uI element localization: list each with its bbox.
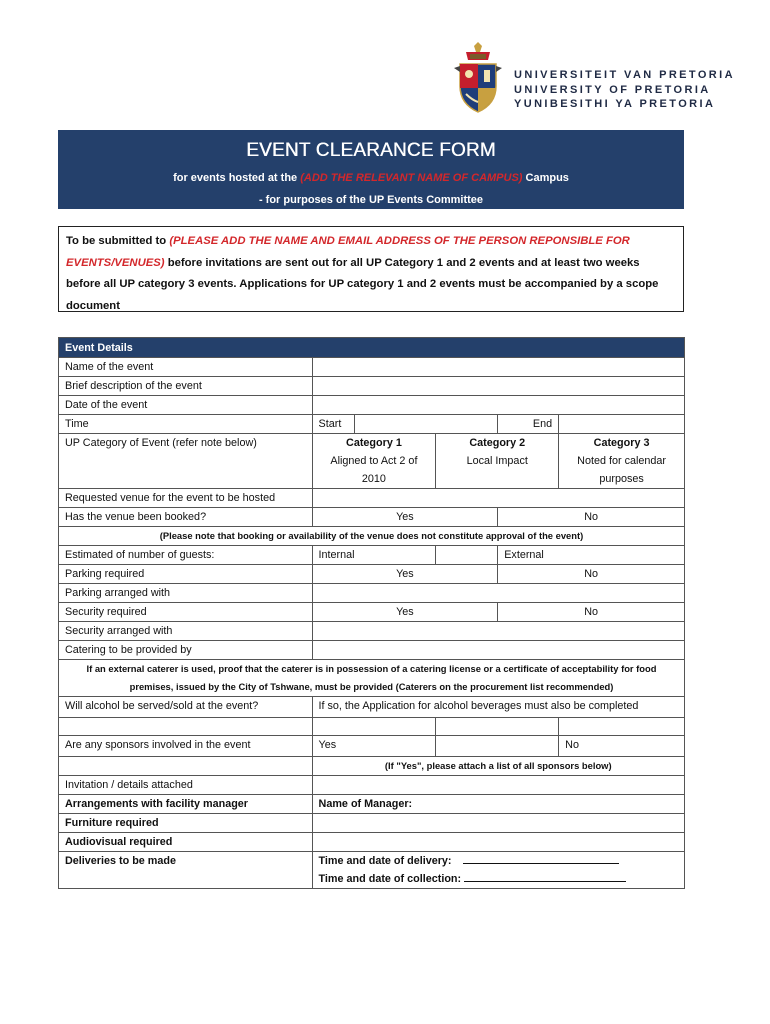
university-name-sepedi: YUNIBESITHI YA PRETORIA — [514, 98, 716, 110]
option-sponsors-no[interactable]: No — [559, 736, 685, 757]
form-title: EVENT CLEARANCE FORM — [246, 140, 496, 161]
category-3-desc-line2: purposes — [559, 470, 685, 489]
form-subtitle-purpose: - for purposes of the UP Events Committee — [258, 194, 484, 206]
option-parking-no[interactable]: No — [498, 565, 685, 584]
label-audiovisual: Audiovisual required — [59, 833, 313, 852]
alcohol-application-note: If so, the Application for alcohol beverages must also be completed — [312, 697, 684, 718]
category-1-desc-line1: Aligned to Act 2 of — [312, 452, 436, 470]
section-header-event-details: Event Details — [59, 338, 685, 358]
label-alcohol: Will alcohol be served/sold at the event? — [59, 697, 313, 718]
label-sponsors: Are any sponsors involved in the event — [59, 736, 313, 757]
field-requested-venue[interactable] — [312, 489, 684, 508]
submission-suffix: before invitations are sent out for all UP Category 1 and 2 events and at least two weeks before all UP category 3 events. Applications for UP category 1 and 2 events must be accompanied by a scope document — [66, 256, 659, 313]
caterer-note-line2: premises, issued by the City of Tshwane, must be provided (Caterers on the procurement list recommended) — [59, 678, 685, 697]
option-parking-yes[interactable]: Yes — [312, 565, 498, 584]
event-details-table — [58, 337, 685, 889]
field-alcohol-no[interactable] — [559, 718, 685, 736]
option-category-3[interactable]: Category 3 — [559, 434, 685, 453]
label-event-date: Date of the event — [59, 396, 313, 415]
field-audiovisual[interactable] — [312, 833, 684, 852]
form-subtitle-campus — [58, 172, 684, 184]
option-security-no[interactable]: No — [498, 603, 685, 622]
field-alcohol-mid[interactable] — [436, 718, 559, 736]
label-manager-name[interactable]: Name of Manager: — [312, 795, 684, 814]
category-2-desc: Local Impact — [436, 452, 559, 470]
label-furniture: Furniture required — [59, 814, 313, 833]
field-brief-description[interactable] — [312, 377, 684, 396]
delivery-time-line[interactable] — [463, 852, 619, 864]
label-guest-count: Estimated of number of guests: — [59, 546, 313, 565]
submission-instructions — [58, 226, 684, 312]
responsible-person-placeholder: (PLEASE ADD THE NAME AND EMAIL ADDRESS OF THE PERSON REPONSIBLE FOR EVENTS/VENUES) — [66, 235, 630, 269]
label-invitation: Invitation / details attached — [59, 776, 313, 795]
label-start: Start — [312, 415, 354, 434]
option-category-2[interactable]: Category 2 — [436, 434, 559, 453]
label-delivery-time: Time and date of delivery: — [318, 855, 452, 867]
university-name — [514, 68, 735, 112]
option-venue-booked-no[interactable]: No — [498, 508, 685, 527]
label-deliveries: Deliveries to be made — [59, 852, 313, 871]
field-parking-arranged[interactable] — [312, 584, 684, 603]
subtitle-suffix: Campus — [522, 172, 569, 184]
field-security-arranged[interactable] — [312, 622, 684, 641]
label-security-arranged: Security arranged with — [59, 622, 313, 641]
venue-approval-note: (Please note that booking or availability of the venue does not constitute approval of the event) — [59, 527, 685, 546]
label-security-required: Security required — [59, 603, 313, 622]
field-guests-internal[interactable]: Internal — [312, 546, 436, 565]
label-facility-arrangements: Arrangements with facility manager — [59, 795, 313, 814]
option-sponsors-yes[interactable]: Yes — [312, 736, 436, 757]
category-1-desc-line2: 2010 — [312, 470, 436, 489]
label-end: End — [498, 415, 559, 434]
option-venue-booked-yes[interactable]: Yes — [312, 508, 498, 527]
field-catering[interactable] — [312, 641, 684, 660]
label-parking-required: Parking required — [59, 565, 313, 584]
subtitle-prefix: for events hosted at the — [173, 172, 301, 184]
campus-placeholder: (ADD THE RELEVANT NAME OF CAMPUS) — [300, 172, 523, 184]
field-event-name[interactable] — [312, 358, 684, 377]
field-collection-time[interactable] — [312, 870, 684, 889]
university-name-english: UNIVERSITY OF PRETORIA — [514, 83, 711, 96]
field-sponsors-detail[interactable] — [436, 736, 559, 757]
field-invitation[interactable] — [312, 776, 684, 795]
label-parking-arranged: Parking arranged with — [59, 584, 313, 603]
sponsors-note: (If "Yes", please attach a list of all sponsors below) — [312, 757, 684, 776]
field-end-time[interactable] — [559, 415, 685, 434]
collection-time-line[interactable] — [464, 870, 626, 882]
label-up-category: UP Category of Event (refer note below) — [59, 434, 313, 453]
label-catering: Catering to be provided by — [59, 641, 313, 660]
label-venue-booked: Has the venue been booked? — [59, 508, 313, 527]
label-brief-description: Brief description of the event — [59, 377, 313, 396]
caterer-note-line1: If an external caterer is used, proof that the caterer is in possession of a catering license or a certificate of acceptability for food — [59, 660, 685, 679]
label-time: Time — [59, 415, 313, 434]
field-furniture[interactable] — [312, 814, 684, 833]
field-delivery-time[interactable] — [312, 852, 684, 871]
form-header — [58, 130, 684, 209]
field-start-time[interactable] — [354, 415, 498, 434]
category-3-desc-line1: Noted for calendar — [559, 452, 685, 470]
option-category-1[interactable]: Category 1 — [312, 434, 436, 453]
submission-prefix: To be submitted to — [66, 235, 170, 247]
field-event-date[interactable] — [312, 396, 684, 415]
university-crest-logo — [452, 42, 504, 114]
university-name-afrikaans: UNIVERSITEIT VAN PRETORIA — [514, 69, 735, 81]
label-event-name: Name of the event — [59, 358, 313, 377]
field-guests-external[interactable]: External — [498, 546, 685, 565]
option-security-yes[interactable]: Yes — [312, 603, 498, 622]
label-collection-time: Time and date of collection: — [318, 873, 462, 885]
label-requested-venue: Requested venue for the event to be hosted — [59, 489, 313, 508]
field-alcohol-yes[interactable] — [312, 718, 436, 736]
